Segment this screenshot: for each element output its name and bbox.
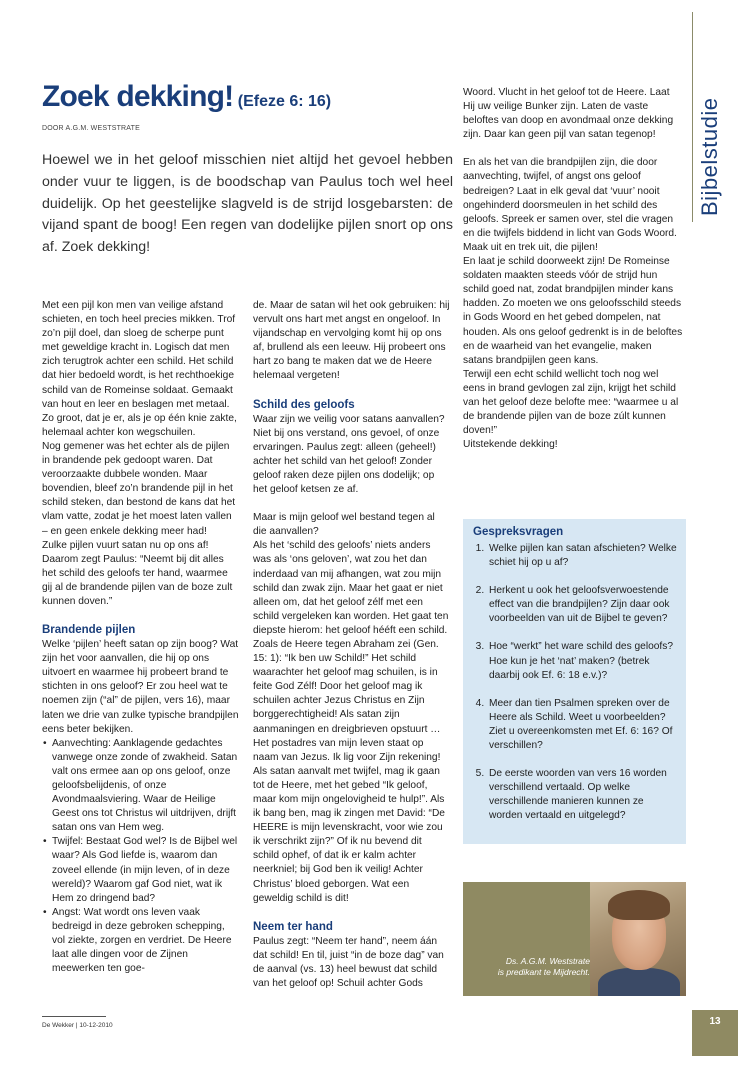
discussion-questions-box (463, 519, 686, 844)
question-item: 1. Welke pijlen kan satan afschieten? Welke schiet hij op u af? (487, 542, 678, 570)
caption-role: is predikant te Mijdrecht. (497, 967, 590, 977)
box-title: Gespreksvragen (473, 526, 564, 538)
column-3 (463, 86, 683, 452)
intro-paragraph: Hoewel we in het geloof misschien niet altijd het gevoel hebben onder vuur te liggen, is de boodschap van Paulus toch wel heel duidelijk. Op het geestelijke slagveld is de strijd losgebarsten: de vijand spant de boog! Een regen van dodelijke pijlen snort op ons af. Zoek dekking! (42, 152, 453, 256)
paragraph: En als het van die brandpijlen zijn, die door aanvechting, twijfel, of angst ons geloof bedreigen? Laat in elk geval dat ‘vuur’ nooit ongehinderd doorsmeulen in het schild des geloofs. Spreek er samen over, stel die vragen en die twijfels biddend in licht van Gods Woord. Maak uit en trek uit, die pijlen! (463, 157, 677, 253)
title-reference: (Efeze 6: 16) (237, 93, 332, 110)
question-item: 2. Herkent u ook het geloofsverwoestende effect van die brandpijlen? Zijn daar ook voorbeelden van uit de Bijbel te geven? (487, 584, 678, 626)
article-title (42, 80, 331, 114)
page-number: 13 (692, 1010, 738, 1056)
caption-name: Ds. A.G.M. Weststrate (505, 956, 590, 966)
paragraph: Waar zijn we veilig voor satans aanvallen? Niet bij ons verstand, ons gevoel, of onze ervaringen. Paulus zegt: alleen (geheel!) achter het schild van het geloof! Zonder geloof raken deze pijlen ons dodelijk; op het geloof ketsen ze af. (253, 413, 445, 496)
author-box (463, 882, 686, 996)
footer-text: De Wekker | 10-12-2010 (42, 1022, 113, 1029)
paragraph: Terwijl een echt schild wellicht toch nog wel eens in brand gevlogen zal zijn, krijgt het schild van het geloof deze belofte mee: “waarmee u al de brandende pijlen van de boze zúlt kunnen doven!” (463, 368, 679, 437)
subheading-schild-des-geloofs: Schild des geloofs (253, 398, 355, 411)
list-item: • Twijfel: Bestaat God wel? Is de Bijbel wel waar? Als God liefde is, waarom dan zoveel ellende (in mijn leven, of in deze wereld)? Waarom gaf God niet, wat ik Hem zo dringend bad? (52, 835, 239, 905)
column-2 (253, 299, 450, 991)
section-label: Bijbelstudie (697, 97, 722, 216)
author-photo (590, 882, 686, 996)
paragraph: Nog gemener was het echter als de pijlen in brandende pek gedoopt waren. Dat veroorzaakte dubbele wonden. Maar bovendien, bleef zo’n brandende pijl in het schild steken, dan bestond de kans dat het vlam vatte, zodat je het moest laten vallen – en geen enkele dekking meer had! (42, 440, 236, 537)
paragraph: Welke ‘pijlen’ heeft satan op zijn boog? Wat zijn het voor aanvallen, die hij op ons uitvoert en waarmee hij probeert brand te stichten in ons geloof? Er zou heel wat te noemen zijn (“al” de pijlen, vers 16), maar laten we drie van zulke typische brandpijlen eens beter bekijken. (42, 639, 239, 735)
question-item: 4. Meer dan tien Psalmen spreken over de Heere als Schild. Weet u voorbeelden? Ziet u overeenkomsten met Ef. 6: 16? Of verschillen? (487, 697, 678, 753)
photo-shirt (598, 968, 680, 996)
list-item: • Aanvechting: Aanklagende gedachtes vanwege onze zonde of zwakheid. Satan valt ons ermee aan op ons geloof, onze geloofsbelijdenis, of onze Avondmaalsviering. Waar de Heilige Geest ons tot Christus wil uitdrijven, drijft satan ons van Hem weg. (52, 737, 239, 836)
paragraph: Paulus zegt: “Neem ter hand”, neem áán dat schild! En til, juist “in de boze dag” van de aanval (vs. 13) heel bewust dat schild van het geloof op! Schuil achter Gods (253, 935, 444, 990)
byline: DOOR A.G.M. WESTSTRATE (42, 125, 140, 132)
question-list (463, 542, 686, 824)
paragraph: de. Maar de satan wil het ook gebruiken: hij vervult ons hart met angst en ongeloof. In vijandschap en vervolging komt hij op ons af, brullend als een leeuw. Hij probeert ons hart zo bang te maken dat we de Heere helemaal vergeten! (253, 300, 450, 382)
question-item: 5. De eerste woorden van vers 16 worden verschillend vertaald. Op welke verschillende manieren kunnen ze worden vertaald en uitgelegd? (487, 767, 678, 823)
paragraph: Maar is mijn geloof wel bestand tegen al die aanvallen? (253, 512, 435, 538)
paragraph: Zulke pijlen vuurt satan nu op ons af! Daarom zegt Paulus: “Neemt bij dit alles het schild des geloofs ter hand, waarmee gij al de brandende pijlen van de boze zult kunnen doven.” (42, 539, 233, 607)
photo-caption (470, 956, 590, 978)
footer-divider (42, 1016, 106, 1017)
title-main: Zoek dekking! (42, 80, 234, 113)
question-item: 3. Hoe “werkt” het ware schild des geloofs? Hoe kun je het ‘nat’ maken? (betrek daarbij ook Ef. 6: 18 e.v.)? (487, 640, 678, 682)
paragraph: Als het ‘schild des geloofs’ niets anders was als ‘ons geloven’, wat zou het dan inderdaad van mij afhangen, wat zou mijn schild dan zwak zijn. Maar het gaat er niet alleen om, dat het geloof zélf met een schild vergeleken kan worden. Het gaat ten diepste hierom: het geloof hééft een schild. Zoals de Heere tegen Abraham zei (Gen. 15: 1): “Ik ben uw Schild!” Het schild waarachter het geloof mag schuilen, is in feite God Zélf! Door het geloof mag ik schuilen achter Jezus Christus en Zijn borggerechtigheid! Als satan zijn aanmaningen en dreigbrieven opstuurt … Het postadres van mijn leven staat op naam van Jezus. Ik lig voor Zijn rekening! Als satan aanvalt met twijfel, mag ik gaan tot de Heere, met het gebed “Ik geloof, maar kom mijn ongelovigheid te hulp!”. Als ik bang ben, mag ik zingen met David: “De HEERE is mijn levenskracht, voor wie zou ik verschrikt zijn?” Of ik nu bevend dit schild ophef, of dat ik er kalm achter neerkniel; bij God ben ik veilig! Achter Christus’ bloed geborgen. Wat een geweldig schild is dit! (253, 540, 449, 904)
bullet-list (42, 737, 239, 977)
subheading-neem-ter-hand: Neem ter hand (253, 920, 333, 933)
subheading-brandende-pijlen: Brandende pijlen (42, 624, 136, 637)
paragraph: En laat je schild doorweekt zijn! De Romeinse soldaten maakten steeds vóór de strijd hun schild goed nat, zodat brandpijlen minder kans hadden. Zo moeten we ons geloofsschild steeds in Gods Woord en het gebed dompelen, nat houden. Als ons geloof gedrenkt is in de beloftes en de waarheid van het evangelie, maken satans brandpijlen geen kans. (463, 256, 683, 366)
photo-hair (608, 890, 670, 920)
paragraph: Uitstekende dekking! (463, 439, 558, 451)
list-item: • Angst: Wat wordt ons leven vaak bedreigd in deze gebroken schepping, vol ziekte, zorgen en verdriet. De Heere laat alle dingen voor de Zijnen meewerken ten goe- (52, 906, 239, 976)
column-1 (42, 299, 239, 976)
paragraph: Met een pijl kon men van veilige afstand schieten, en toch heel precies mikken. Trof zo’n pijl doel, dan sloeg de scherpe punt met geweldige kracht in. Logisch dat men zich terugtrok achter een schild. Het schild dat hier bedoeld wordt, is het rechthoekige schild van de Romeinse soldaat. Gemaakt van hout en leer en beslagen met metaal. Zo groot, dat je er, als je op één knie zakte, helemaal achter kon wegschuilen. (42, 300, 237, 438)
section-divider (692, 12, 693, 222)
paragraph: Woord. Vlucht in het geloof tot de Heere. Laat Hij uw veilige Bunker zijn. Laten de vaste beloftes van doop en avondmaal onze dekking zijn. Daar kan geen pijl van satan tegenop! (463, 87, 674, 141)
